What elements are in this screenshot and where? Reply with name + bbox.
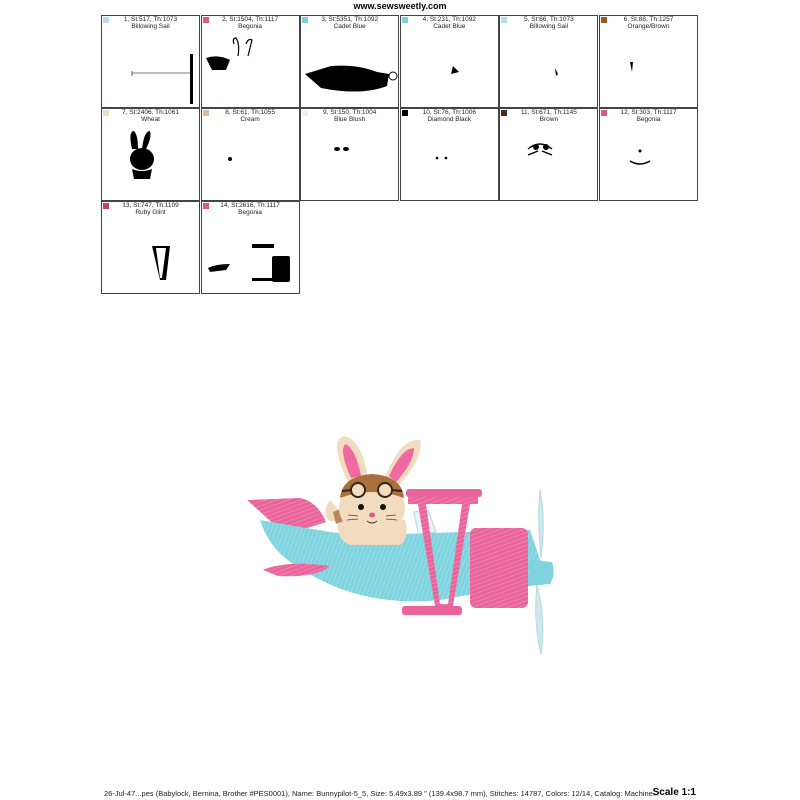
colorway-label: 8, St:61, Th:1055: [225, 109, 275, 116]
scale-label: Scale 1:1: [652, 787, 696, 798]
thread-name: Brown: [539, 116, 559, 123]
thread-name: Ruby Glint: [135, 209, 166, 216]
colorway-label: 6, St:88, Th:1257: [623, 16, 674, 23]
thread-name: Begonia: [238, 23, 263, 30]
side-wing: [470, 528, 528, 608]
thread-name: Wheat: [141, 116, 160, 123]
eye-left: [358, 504, 364, 510]
propeller-bottom: [536, 585, 543, 655]
thread-name: Orange/Brown: [627, 23, 670, 30]
goggle-left: [351, 483, 365, 497]
colorway-label: 1, St:517, Th:1073: [123, 16, 178, 23]
site-url[interactable]: www.sewsweetly.com: [353, 1, 447, 11]
design-info: 26-Jul-47...pes (Babylock, Bernina, Brother #PES0001), Name: Bunnypilot-5_5, Size: 5.49x3.89 " (139.4x98.7 mm), Stitches: 14787, Colors: 12/14, Catalog: Machine...: [104, 789, 660, 798]
thread-name: Begonia: [636, 116, 661, 123]
colorway-label: 12, St:303, Th:1117: [620, 109, 677, 116]
thread-name: Begonia: [238, 209, 263, 216]
colorway-label: 14, St:2616, Th:1117: [220, 202, 280, 209]
eye-right: [380, 504, 386, 510]
colorway-label: 13, St:747, Th:1109: [122, 202, 179, 209]
propeller-top: [539, 490, 544, 558]
bottom-wing-bar: [402, 606, 462, 615]
colorway-label: 7, St:2406, Th:1061: [122, 109, 179, 116]
colorway-label: 9, St:150, Th:1004: [323, 109, 377, 116]
colorway-label: 2, St:1504, Th:1117: [222, 16, 279, 23]
goggle-right: [378, 483, 392, 497]
thread-name: Cadet Blue: [433, 23, 466, 30]
thread-name: Diamond Black: [427, 116, 472, 123]
colorway-label: 10, St:76, Th:1006: [422, 109, 476, 116]
nose-cone: [528, 560, 554, 586]
thread-name: Billowing Sail: [529, 23, 569, 30]
top-wing: [406, 489, 482, 497]
colorway-label: 3, St:5351, Th:1092: [321, 16, 379, 23]
colorway-label: 5, St:66, Th:1073: [524, 16, 574, 23]
thread-name: Cream: [240, 116, 260, 123]
colorway-label: 4, St:231, Th:1092: [422, 16, 476, 23]
colorway-label: 11, St:671, Th:1145: [520, 109, 577, 116]
nose: [369, 513, 375, 518]
thread-name: Cadet Blue: [333, 23, 366, 30]
thread-name: Billowing Sail: [131, 23, 170, 30]
thread-name: Blue Blush: [334, 116, 366, 123]
